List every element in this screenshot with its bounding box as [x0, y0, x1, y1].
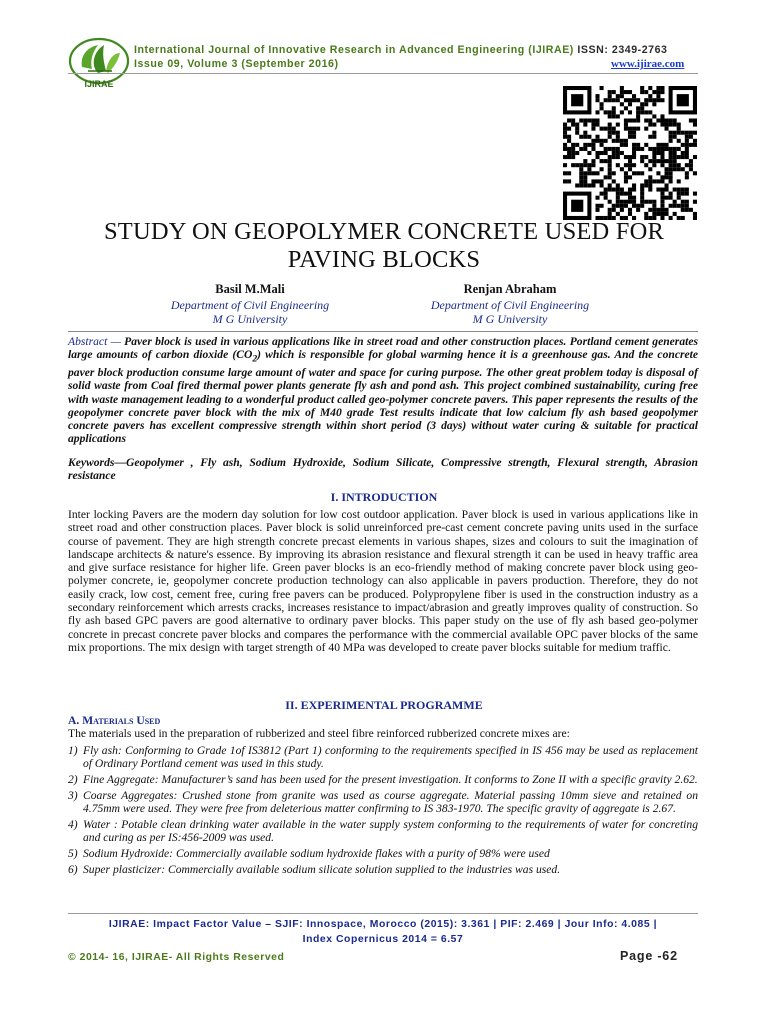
list-item-number: 1) — [68, 744, 78, 757]
impact-factor-line: IJIRAE: Impact Factor Value – SJIF: Innospace, Morocco (2015): 3.361 | PIF: 2.469 | Jour Info: 4.085 | — [108, 919, 658, 930]
list-item — [68, 863, 698, 876]
list-item — [68, 773, 698, 786]
introduction-body: Inter locking Pavers are the modern day solution for low cost outdoor application. Paver block is used in various applications like in street road and other construction places. Paver block is solid unreinforced pre-cast cement concrete paving units used in the surface course of pavement. They are high strength concrete precast elements in various shapes, sizes and colours to suit the imagination of landscape architects & nature's essence. By improving its abrasion resistance and flexural strength it can be used in heavy traffic area and give surface resistance for higher life. Green paver blocks is an eco-friendly method of making concrete paver block using geo-polymer concrete, ie, geopolymer concrete production technology can also applicable in pavers production. Therefore, they do not easily crack, low cost, cement free, curing free pavers can be produced. Polypropylene fiber is used in the construction industry as a secondary reinforcement which arrests cracks, increases resistance to impact/abrasion and greatly improves quality of construction. So fly ash based GPC pavers are good alternative to ordinary paver blocks. This paper study on the use of fly ash based geo-polymer concrete in precast concrete paver blocks and compares the performance with the commercial available OPC paver blocks of the same mix proportions. The mix design with target strength of 40 MPa was developed to create paver blocks suitable for medium traffic. — [68, 508, 698, 654]
header-divider — [68, 73, 698, 74]
list-item — [68, 789, 698, 816]
title-line-1: STUDY ON GEOPOLYMER CONCRETE USED FOR — [103, 218, 665, 245]
author-2-department: Department of Civil Engineering — [430, 298, 590, 312]
journal-title — [134, 44, 668, 56]
author-1-university: M G University — [212, 312, 288, 326]
section-heading-introduction: I. INTRODUCTION — [330, 490, 438, 504]
abstract-dash: — — [107, 335, 125, 348]
keywords: Keywords—Geopolymer , Fly ash, Sodium Hydroxide, Sodium Silicate, Compressive strength, Flexural strength, Abrasion resistance — [68, 456, 698, 483]
abstract-text-2: ) which is responsible for global warming hence it is a greenhouse gas. And the concrete paver block production consume large amount of water and space for curing purpose. The other great problem today is disposal of solid waste from Coal fired thermal power plants generate fly ash and pond ash. This project combined sustainability, curing free with waste management leading to a wonderful product called geo-polymer concrete pavers. This paper represents the results of the geopolymer concrete paver block with the mix of M40 grade Test results indicate that low calcium fly ash based geopolymer concrete pavers has excellent compressive strength within short period (3 days) without water curing & suitable for practical applications — [68, 348, 698, 446]
list-item-text: Super plasticizer: Commercially available sodium silicate solution supplied to the industries was used. — [83, 862, 561, 876]
section-heading-experimental: II. EXPERIMENTAL PROGRAMME — [285, 698, 483, 712]
list-item — [68, 818, 698, 845]
list-item-text: Water : Potable clean drinking water available in the water supply system conforming to the requirements of water for concreting and curing as per IS:456-2009 was used. — [83, 817, 698, 845]
website-link[interactable]: www.ijirae.com — [611, 58, 685, 70]
issue-info: Issue 09, Volume 3 (September 2016) — [134, 58, 339, 70]
materials-intro: The materials used in the preparation of rubberized and steel fibre reinforced rubberized concrete mixes are: — [68, 727, 570, 740]
copyright-notice: © 2014- 16, IJIRAE- All Rights Reserved — [68, 952, 285, 963]
list-item-text: Fine Aggregate: Manufacturer’s sand has been used for the present investigation. It conforms to Zone II with a specific gravity 2.62. — [83, 773, 698, 787]
list-item-number: 2) — [68, 773, 78, 787]
journal-logo-icon — [68, 37, 130, 91]
list-item-text: Fly ash: Conforming to Grade 1of IS3812 (Part 1) conforming to the requirements specified in IS 456 may be used as replacement of Ordinary Portland cement was used in this study. — [83, 744, 698, 771]
subsection-heading-materials — [68, 714, 160, 727]
list-item-text: Sodium Hydroxide: Commercially available sodium hydroxide flakes with a purity of 98% were used — [83, 847, 550, 861]
abstract-label: Abstract — [68, 335, 108, 348]
footer-divider — [68, 913, 698, 914]
logo-text: IJIRAE — [84, 79, 114, 89]
journal-name: International Journal of Innovative Research in Advanced Engineering (IJIRAE) — [134, 44, 574, 56]
subsection-title: Materials Used — [82, 714, 161, 727]
list-item — [68, 847, 698, 860]
author-1-name: Basil M.Mali — [215, 282, 285, 296]
index-copernicus-line: Index Copernicus 2014 = 6.57 — [302, 934, 464, 945]
author-2-university: M G University — [472, 312, 548, 326]
author-2-affiliation — [400, 298, 620, 326]
title-line-2: PAVING BLOCKS — [287, 246, 481, 273]
list-item-text: Coarse Aggregates: Crushed stone from granite was used as course aggregate. Material passing 10mm sieve and retained on 4.75mm were used. They were free from deleterious matter confirming to IS 383-1970. The specific gravity of aggregate is 2.67. — [83, 788, 698, 816]
materials-list — [68, 744, 698, 879]
abstract-divider — [68, 331, 698, 332]
abstract — [68, 335, 698, 446]
list-item-number: 6) — [68, 862, 78, 876]
qr-code-icon — [563, 86, 697, 220]
author-2-name: Renjan Abraham — [463, 282, 557, 296]
page-number: Page -62 — [620, 949, 678, 963]
list-item — [68, 744, 698, 771]
issn: ISSN: 2349-2763 — [577, 44, 668, 56]
list-item-number: 4) — [68, 817, 78, 831]
paper-title — [0, 218, 768, 274]
author-1-department: Department of Civil Engineering — [170, 298, 330, 312]
list-item-number: 3) — [68, 788, 78, 802]
abstract-text: Paver block is used in various applications like in street road and other construction places. Portland cement generates large amounts of carbon dioxide (CO — [68, 335, 698, 362]
abstract-subscript: 2 — [252, 353, 258, 365]
subsection-label: A. — [68, 714, 80, 727]
list-item-number: 5) — [68, 847, 78, 861]
author-1-affiliation — [140, 298, 360, 326]
